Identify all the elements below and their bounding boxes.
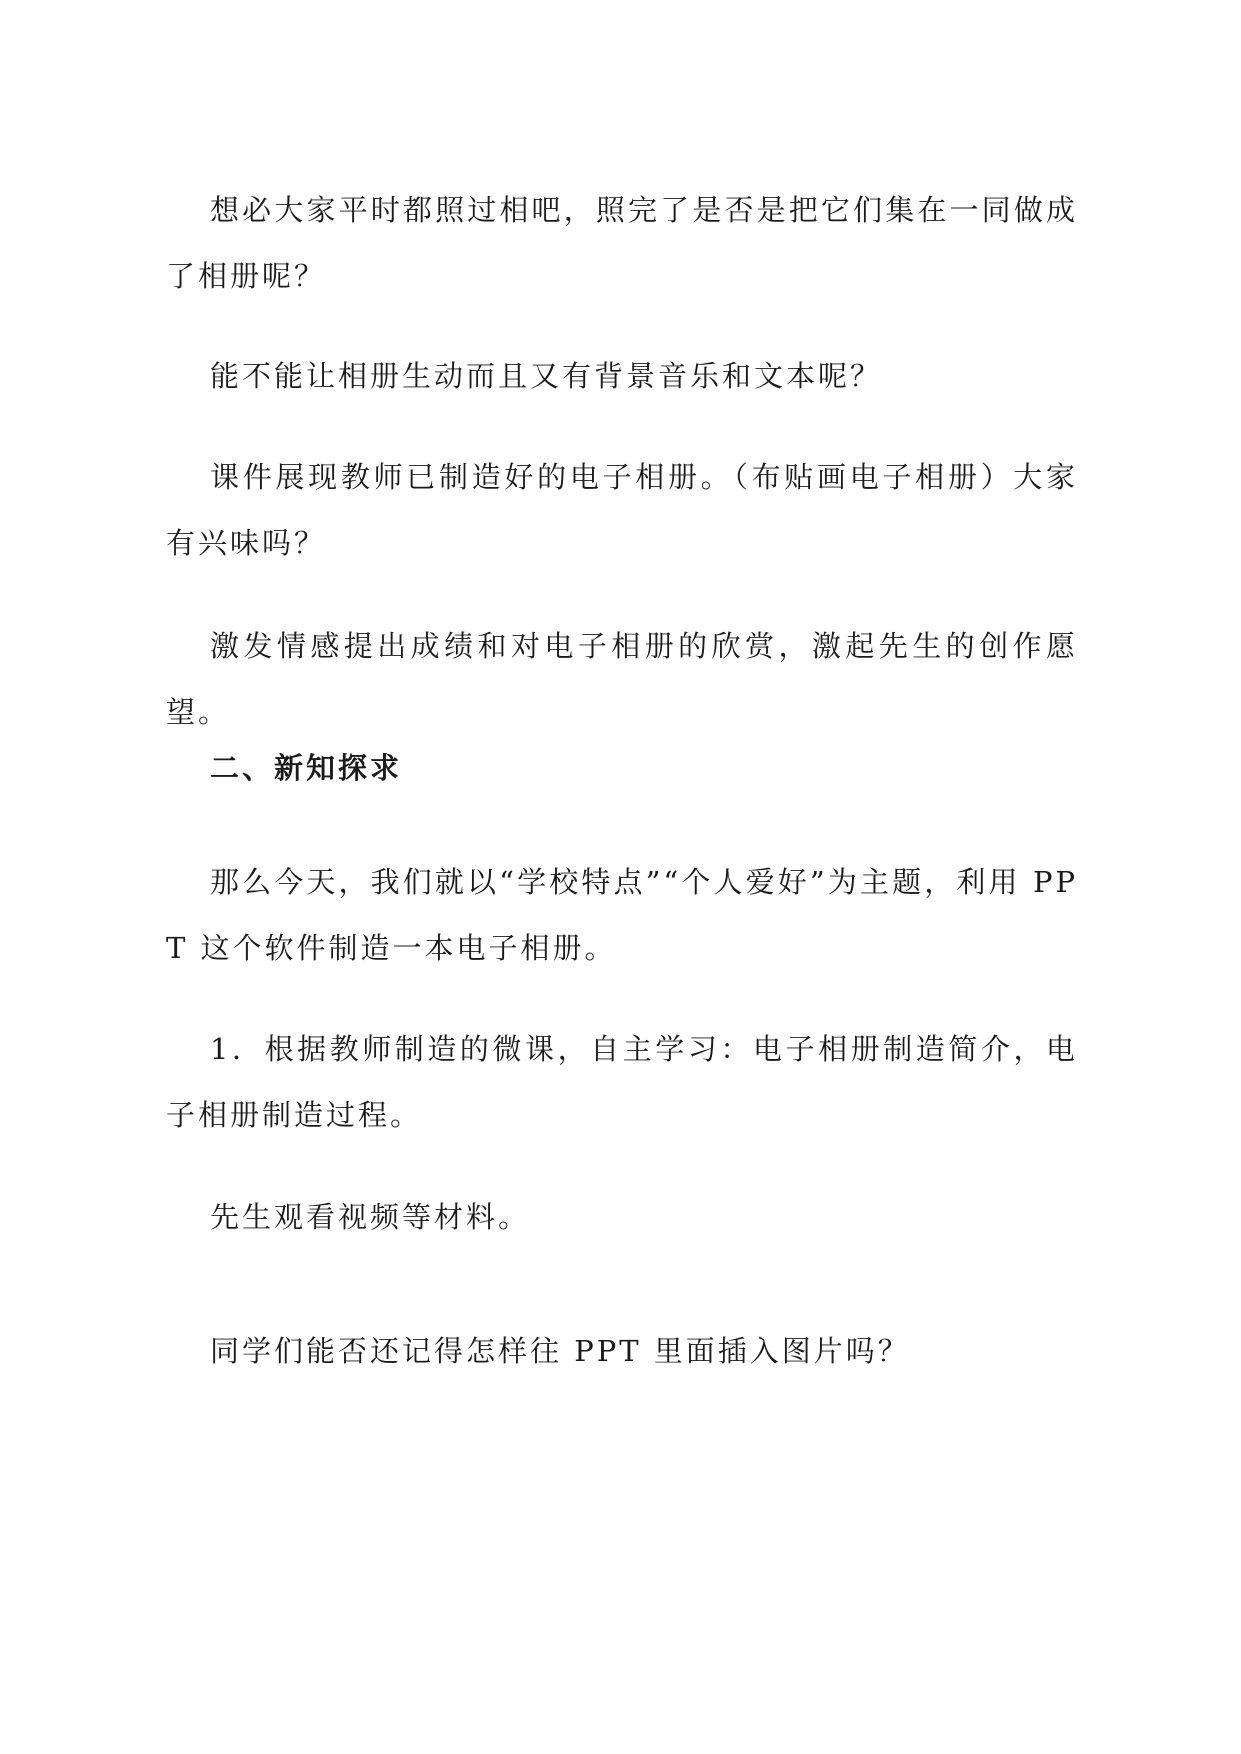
paragraph-music-question: 能不能让相册生动而且又有背景音乐和文本呢？	[210, 359, 883, 393]
paragraph-insert-image-question: 同学们能否还记得怎样往 PPT 里面插入图片吗？	[210, 1334, 910, 1368]
section-heading: 二、新知探求	[210, 751, 403, 785]
paragraph-topic-intro: 那么今天，我们就以“学校特点”“个人爱好”为主题，利用 PPT 这个软件制造一本电子相册。	[166, 865, 1078, 965]
paragraph-motivation: 激发情感提出成绩和对电子相册的欣赏，激起先生的创作愿望。	[166, 629, 1078, 729]
paragraph-courseware-demo: 课件展现教师已制造好的电子相册。（布贴画电子相册）大家有兴味吗？	[166, 460, 1078, 560]
paragraph-step-1: 1．根据教师制造的微课，自主学习：电子相册制造简介，电子相册制造过程。	[166, 1032, 1078, 1132]
paragraph-watch-video: 先生观看视频等材料。	[210, 1200, 531, 1234]
paragraph-intro-question: 想必大家平时都照过相吧，照完了是否是把它们集在一同做成了相册呢？	[166, 193, 1078, 293]
